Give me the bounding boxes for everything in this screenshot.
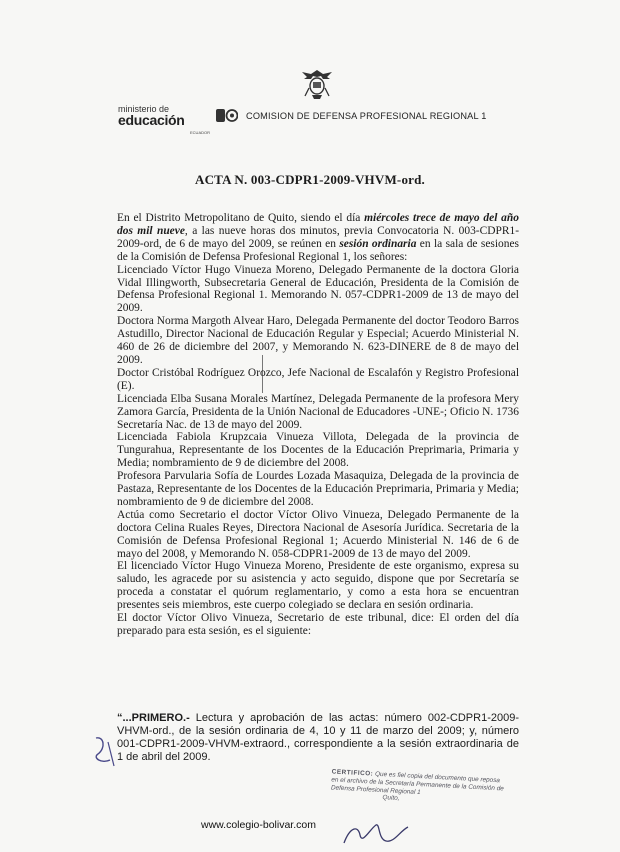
member-paragraph: Doctora Norma Margoth Alvear Haro, Delegada Permanente del doctor Teodoro Barros Astudillo, Director Nacional de Educación Regular y Especial; Acuerdo Ministerial N. 460 de 26 de diciembre del 2007, y Memorando N. 623-DINERE de 8 de mayo del 2009. bbox=[117, 315, 519, 366]
website-footer[interactable]: www.colegio-bolivar.com bbox=[201, 819, 316, 831]
handwritten-mark-left bbox=[90, 730, 126, 770]
commission-header: COMISION DE DEFENSA PROFESIONAL REGIONAL 1 bbox=[246, 111, 487, 121]
intro-text-3: en la sala de sesiones de la Comisión de Defensa Profesional Regional 1, los señores: bbox=[117, 237, 519, 263]
primero-text: Lectura y aprobación de las actas: número 002-CDPR1-2009-VHVM-ord., de la sesión ordinaria de 4, 10 y 11 de marzo del 2009; y, número 001-CDPR1-2009-VHVM-extraord., correspondiente a la sesión extraordinaria de 1 de abril del 2009. bbox=[117, 712, 519, 764]
intro-date: miércoles trece de mayo del año dos mil nueve bbox=[117, 212, 519, 237]
logo-line-2: educación bbox=[118, 112, 185, 128]
stamp-text: Que es fiel copia del documento que reposa en el archivo de la Secretaría Permanente de la Comisión de Defensa Profesional Regional 1 bbox=[330, 770, 504, 796]
intro-paragraph bbox=[117, 212, 519, 264]
agenda-intro-paragraph: El doctor Víctor Olivo Vinueza, Secretario de este tribunal, dice: El orden del día preparado para esta sesión, es el siguiente: bbox=[117, 612, 519, 637]
member-paragraph: Licenciada Elba Susana Morales Martínez, Delegada Permanente de la profesora Mery Zamora García, Presidenta de la Unión Nacional de Educadores -UNE-; Oficio N. 1736 Secretaría Nac. de 13 de mayo del 2009. bbox=[117, 392, 519, 431]
document-body bbox=[117, 212, 519, 638]
logo-line-1: ministerio de bbox=[118, 104, 170, 114]
intro-text-1: En el Distrito Metropolitano de Quito, siendo el día bbox=[117, 212, 365, 224]
national-crest-icon bbox=[300, 68, 334, 100]
member-paragraph: Doctor Cristóbal Rodríguez Orozco, Jefe Nacional de Escalafón y Registro Profesional (E). bbox=[117, 366, 519, 392]
document-title: ACTA N. 003-CDPR1-2009-VHVM-ord. bbox=[194, 172, 426, 187]
agenda-item-primero bbox=[117, 712, 519, 764]
intro-text-2: , a las nueve horas dos minutos, previa Convocatoria N. 003-CDPR1-2009-ord, de 6 de mayo del 2009, se reúnen en bbox=[117, 224, 520, 250]
stamp-place: Quito, bbox=[382, 794, 400, 803]
logo-line-3: ECUADOR bbox=[190, 130, 211, 135]
intro-session: sesión ordinaria bbox=[339, 237, 417, 250]
president-paragraph: El licenciado Víctor Hugo Vinueza Moreno, Presidente de este organismo, expresa su saludo, les agracede por su asistencia y acto seguido, dispone que por Secretaría se proceda a constatar el quórum reglamentario, y como a esta hora se encuentran presentes seis miembros, este cuerpo colegiado se declara en sesión ordinaria. bbox=[117, 560, 519, 612]
primero-open-quote: “... bbox=[117, 712, 132, 724]
certification-stamp bbox=[330, 768, 506, 808]
signature-mark bbox=[340, 821, 412, 849]
ministry-mark-icon bbox=[216, 108, 238, 124]
ministry-logo bbox=[118, 104, 240, 136]
stamp-label: CERTIFICO: bbox=[331, 768, 374, 778]
member-paragraph: Profesora Parvularia Sofía de Lourdes Lozada Masaquiza, Delegada de la provincia de Pastaza, Representante de los Docentes de la Educación Preprimaria, Primaria y Media; nombramiento de 9 de diciembre del 2008. bbox=[117, 470, 519, 508]
primero-label: PRIMERO.- bbox=[131, 712, 190, 724]
member-paragraph: Licenciada Fabiola Krupzcaia Vinueza Villota, Delegada de la provincia de Tungurahua, Representante de los Docentes de la Educación Preprimaria, Primaria y Media; nombramiento de 9 de diciembre del 2008. bbox=[117, 431, 519, 470]
secretary-paragraph: Actúa como Secretario el doctor Víctor Olivo Vinueza, Delegado Permanente de la doctora Celina Ruales Reyes, Directora Nacional de Asesoría Jurídica. Secretaria de la Comisión de Defensa Profesional Regional 1; Acuerdo Ministerial N. 146 de 6 de mayo del 2008, y Memorando N. 058-CDPR1-2009 de 13 de mayo del 2009. bbox=[117, 508, 519, 560]
member-paragraph: Licenciado Víctor Hugo Vinueza Moreno, Delegado Permanente de la doctora Gloria Vidal Illingworth, Subsecretaria General de Educación, Presidenta de la Comisión de Defensa Profesional Regional 1. Memorando N. 057-CDPR1-2009 de 13 de mayo del 2009. bbox=[117, 263, 519, 315]
